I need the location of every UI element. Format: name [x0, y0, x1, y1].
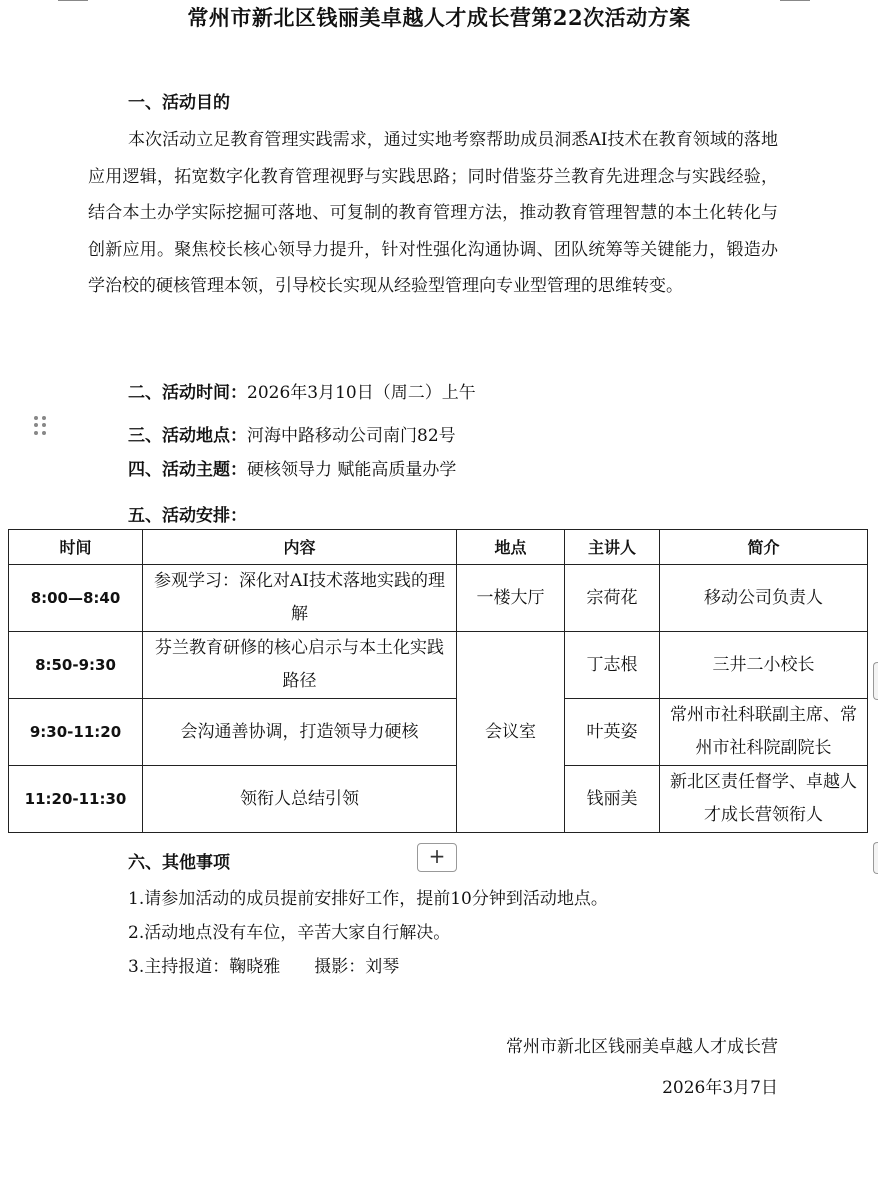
section-3-label: 三、活动地点：: [128, 426, 247, 446]
signature-org: 常州市新北区钱丽美卓越人才成长营: [506, 1037, 778, 1057]
table-header-row: [9, 530, 868, 565]
top-rule-left: [58, 0, 88, 1]
cell-speaker: 丁志根: [565, 632, 660, 699]
cell-intro: 移动公司负责人: [660, 565, 868, 632]
edge-tab-upper[interactable]: [873, 662, 878, 700]
cell-time: 8:50-9:30: [9, 632, 143, 699]
document-title: 常州市新北区钱丽美卓越人才成长营第22次活动方案: [187, 5, 691, 30]
schedule-table: [8, 529, 868, 833]
note-item-2: 2.活动地点没有车位，辛苦大家自行解决。: [128, 923, 451, 943]
cell-intro: 常州市社科联副主席、常州市社科院副院长: [660, 699, 868, 766]
cell-speaker: 钱丽美: [565, 766, 660, 833]
header-intro: 简介: [660, 530, 868, 565]
cell-content: 会沟通善协调，打造领导力硬核: [143, 699, 457, 766]
cell-time: 8:00—8:40: [9, 565, 143, 632]
cell-location: 一楼大厅: [457, 565, 565, 632]
section-1-heading: 一、活动目的: [128, 93, 230, 113]
table-row: [9, 766, 868, 833]
table-row: [9, 565, 868, 632]
section-4-value: 硬核领导力 赋能高质量办学: [247, 460, 457, 480]
header-content: 内容: [143, 530, 457, 565]
section-2-label: 二、活动时间：: [128, 383, 247, 403]
top-rule-right: [780, 0, 810, 1]
section-3-line: [128, 421, 456, 446]
cell-time: 11:20-11:30: [9, 766, 143, 833]
signature-date: 2026年3月7日: [662, 1078, 778, 1098]
cell-content: 参观学习：深化对AI技术落地实践的理解: [143, 565, 457, 632]
section-4-label: 四、活动主题：: [128, 460, 247, 480]
add-row-button[interactable]: +: [417, 843, 457, 872]
cell-speaker: 宗荷花: [565, 565, 660, 632]
cell-speaker: 叶英姿: [565, 699, 660, 766]
cell-content: 芬兰教育研修的核心启示与本土化实践路径: [143, 632, 457, 699]
cell-intro: 三井二小校长: [660, 632, 868, 699]
cell-content: 领衔人总结引领: [143, 766, 457, 833]
cell-location-merged: 会议室: [457, 632, 565, 833]
table-row: [9, 699, 868, 766]
section-2-value: 2026年3月10日（周二）上午: [247, 383, 476, 403]
section-5-heading: 五、活动安排：: [128, 506, 247, 526]
header-time: 时间: [9, 530, 143, 565]
section-3-value: 河海中路移动公司南门82号: [247, 426, 456, 446]
section-1-paragraph: 本次活动立足教育管理实践需求，通过实地考察帮助成员洞悉AI技术在教育领域的落地应用逻辑，拓宽数字化教育管理视野与实践思路；同时借鉴芬兰教育先进理念与实践经验，结合本土办学实际挖掘可落地、可复制的教育管理方法，推动教育管理智慧的本土化转化与创新应用。聚焦校长核心领导力提升，针对性强化沟通协调、团队统筹等关键能力，锻造办学治校的硬核管理本领，引导校长实现从经验型管理向专业型管理的思维转变。: [88, 130, 778, 296]
table-row: [9, 632, 868, 699]
header-location: 地点: [457, 530, 565, 565]
header-speaker: 主讲人: [565, 530, 660, 565]
cell-intro: 新北区责任督学、卓越人才成长营领衔人: [660, 766, 868, 833]
section-2-line: [128, 378, 476, 403]
section-6-heading: 六、其他事项: [128, 853, 230, 873]
note-item-3: 3.主持报道：鞠晓雅 摄影：刘琴: [128, 957, 400, 977]
drag-handle-icon[interactable]: [34, 416, 48, 436]
cell-time: 9:30-11:20: [9, 699, 143, 766]
section-4-line: [128, 455, 456, 480]
edge-tab-lower[interactable]: [873, 842, 878, 874]
note-item-1: 1.请参加活动的成员提前安排好工作，提前10分钟到活动地点。: [128, 889, 608, 909]
